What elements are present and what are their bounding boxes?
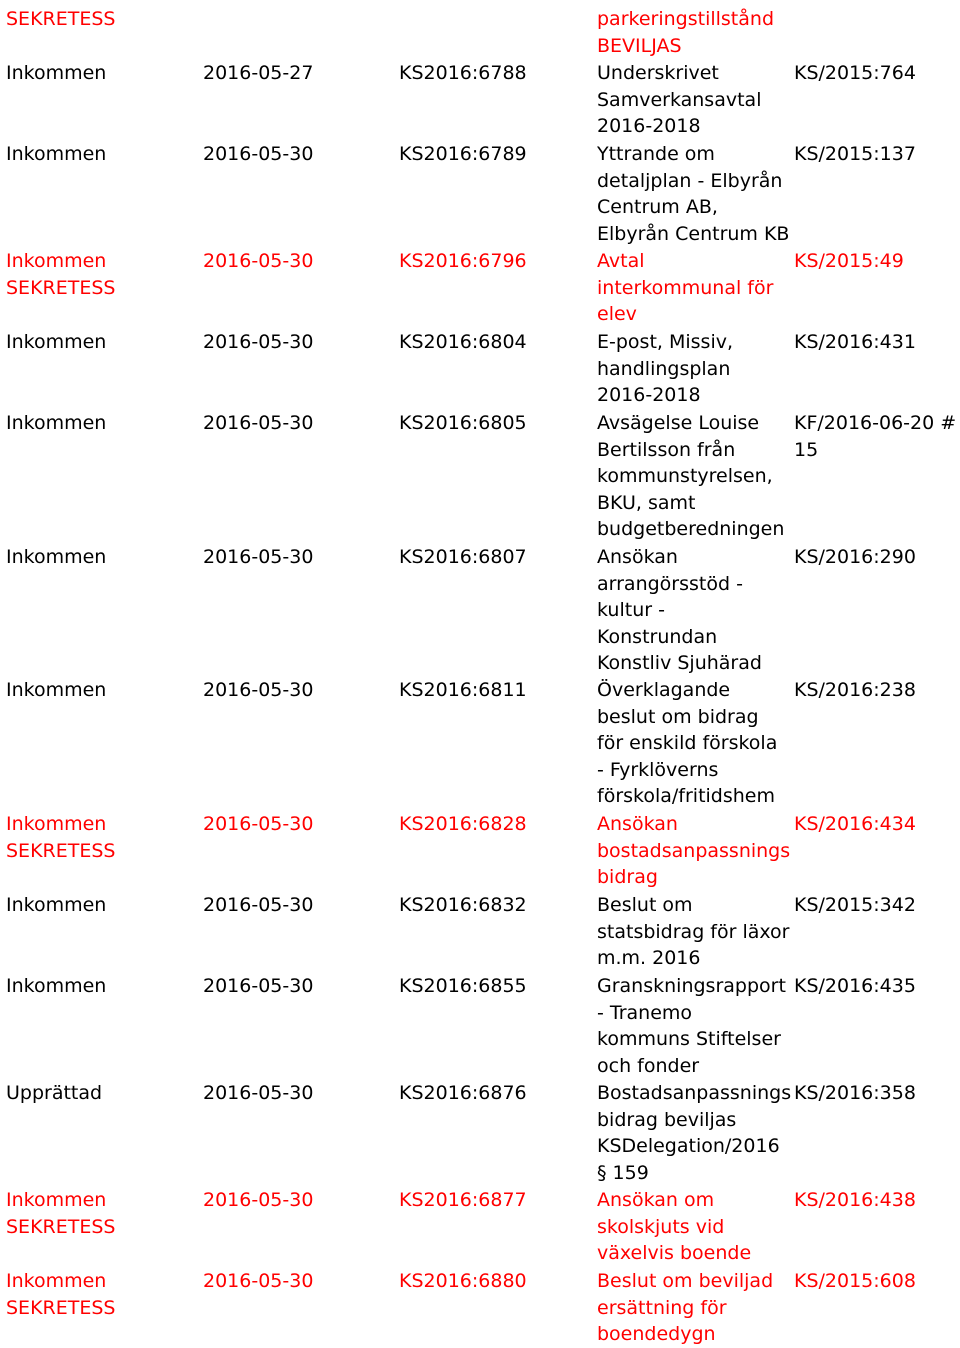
record-number: KS2016:6811	[399, 679, 527, 701]
record-date: 2016-05-30	[203, 975, 314, 997]
record-type: Inkommen	[6, 894, 107, 916]
record-type: Inkommen SEKRETESS	[6, 1270, 116, 1319]
record-reference: KS/2016:290	[794, 546, 916, 568]
record-reference: KS/2015:608	[794, 1270, 916, 1292]
record-date: 2016-05-30	[203, 1189, 314, 1211]
record-date: 2016-05-30	[203, 894, 314, 916]
record-type: Inkommen	[6, 546, 107, 568]
record-reference: KS/2016:238	[794, 679, 916, 701]
record-description: Avsägelse Louise Bertilsson från kommunstyrelsen, BKU, samt budgetberedningen	[597, 412, 785, 540]
record-date: 2016-05-30	[203, 1082, 314, 1104]
record-type: Upprättad	[6, 1082, 103, 1104]
record-description: Yttrande om detaljplan - Elbyrån Centrum AB, Elbyrån Centrum KB	[597, 143, 790, 245]
record-type: Inkommen SEKRETESS	[6, 250, 116, 299]
record-type: Inkommen	[6, 412, 107, 434]
record-description: Underskrivet Samverkansavtal 2016-2018	[597, 62, 762, 137]
record-description: parkeringstillstånd BEVILJAS	[597, 8, 775, 57]
record-type: Inkommen SEKRETESS	[6, 1189, 116, 1238]
record-date: 2016-05-30	[203, 546, 314, 568]
record-description: Beslut om statsbidrag för läxor m.m. 2016	[597, 894, 790, 969]
record-type: Inkommen	[6, 679, 107, 701]
record-number: KS2016:6788	[399, 62, 527, 84]
record-number: KS2016:6796	[399, 250, 527, 272]
record-reference: KS/2015:342	[794, 894, 916, 916]
record-number: KS2016:6855	[399, 975, 527, 997]
record-type: Inkommen	[6, 143, 107, 165]
record-number: KS2016:6789	[399, 143, 527, 165]
record-type: SEKRETESS	[6, 8, 116, 30]
record-reference: KS/2016:431	[794, 331, 916, 353]
record-number: KS2016:6828	[399, 813, 527, 835]
record-reference: KS/2015:137	[794, 143, 916, 165]
record-date: 2016-05-30	[203, 143, 314, 165]
record-reference: KS/2015:49	[794, 250, 904, 272]
record-number: KS2016:6832	[399, 894, 527, 916]
record-description: Beslut om beviljad ersättning för boendedygn	[597, 1270, 774, 1345]
record-date: 2016-05-30	[203, 412, 314, 434]
record-date: 2016-05-30	[203, 1270, 314, 1292]
record-description: Bostadsanpassnings bidrag beviljas KSDelegation/2016 § 159	[597, 1082, 792, 1184]
record-date: 2016-05-27	[203, 62, 314, 84]
record-type: Inkommen SEKRETESS	[6, 813, 116, 862]
record-number: KS2016:6876	[399, 1082, 527, 1104]
record-description: Granskningsrapport - Tranemo kommuns Stiftelser och fonder	[597, 975, 786, 1077]
record-type: Inkommen	[6, 331, 107, 353]
record-type: Inkommen	[6, 62, 107, 84]
record-date: 2016-05-30	[203, 813, 314, 835]
record-number: KS2016:6804	[399, 331, 527, 353]
record-number: KS2016:6877	[399, 1189, 527, 1211]
record-date: 2016-05-30	[203, 331, 314, 353]
record-date: 2016-05-30	[203, 250, 314, 272]
record-description: Ansökan arrangörsstöd - kultur - Konstrundan Konstliv Sjuhärad	[597, 546, 762, 674]
record-reference: KS/2016:438	[794, 1189, 916, 1211]
record-description: Överklagande beslut om bidrag för enskild förskola - Fyrklöverns förskola/fritidshem	[597, 679, 778, 807]
record-reference: KS/2016:435	[794, 975, 916, 997]
record-description: Avtal interkommunal för elev	[597, 250, 774, 325]
record-reference: KF/2016-06-20 # 15	[794, 412, 957, 461]
record-reference: KS/2016:434	[794, 813, 916, 835]
record-number: KS2016:6807	[399, 546, 527, 568]
record-reference: KS/2015:764	[794, 62, 916, 84]
record-number: KS2016:6880	[399, 1270, 527, 1292]
record-reference: KS/2016:358	[794, 1082, 916, 1104]
record-number: KS2016:6805	[399, 412, 527, 434]
record-description: Ansökan om skolskjuts vid växelvis boende	[597, 1189, 752, 1264]
record-type: Inkommen	[6, 975, 107, 997]
record-description: E-post, Missiv, handlingsplan 2016-2018	[597, 331, 734, 406]
record-date: 2016-05-30	[203, 679, 314, 701]
record-description: Ansökan bostadsanpassnings bidrag	[597, 813, 791, 888]
